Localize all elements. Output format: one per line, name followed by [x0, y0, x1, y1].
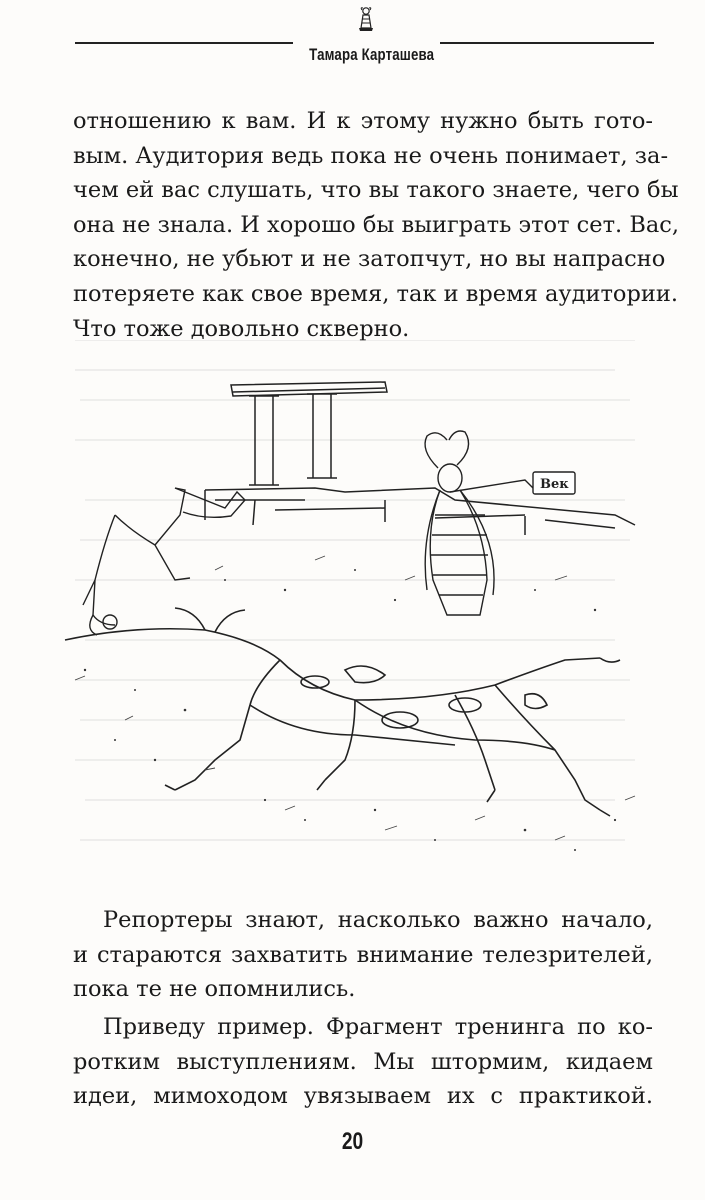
- page-number: 20: [341, 1128, 364, 1155]
- header-rule-left: [75, 42, 293, 44]
- text-line: потеряете как свое время, так и время аудитории.: [73, 280, 678, 307]
- text-line: идеи, мимоходом увязываем их с практикой.: [73, 1083, 653, 1110]
- minoan-bull-leaping-illustration: [55, 340, 655, 900]
- paragraph-example: [73, 1010, 653, 1114]
- text-line: чем ей вас слушать, что вы такого знаете, чего бы: [73, 177, 679, 204]
- running-header: [0, 0, 705, 80]
- text-line: отношению к вам. И к этому нужно быть гото-: [73, 108, 653, 134]
- running-header-author: Тамара Карташева: [309, 45, 435, 64]
- text-line: конечно, не убьют и не затопчут, но вы напрасно: [73, 246, 666, 273]
- illustration-sign-text: Век: [540, 477, 569, 492]
- text-line: Приведу пример. Фрагмент тренинга по ко-: [103, 1014, 653, 1040]
- paragraph-reporters: [73, 903, 653, 1007]
- paragraph-continuation: [73, 104, 680, 346]
- text-line: ротким выступлениям. Мы штормим, кидаем: [73, 1048, 653, 1075]
- text-line: Что тоже довольно скверно.: [73, 315, 410, 342]
- text-line: вым. Аудитория ведь пока не очень понимает, за-: [73, 142, 669, 169]
- header-rule-right: [440, 42, 654, 44]
- text-line: и стараются захватить внимание телезрителей,: [73, 941, 653, 968]
- text-line: она не знала. И хорошо бы выиграть этот сет. Вас,: [73, 211, 680, 238]
- text-line: Репортеры знают, насколько важно начало,: [103, 907, 653, 933]
- text-line: пока те не опомнились.: [73, 976, 356, 1003]
- figure-ornament-icon: [356, 6, 376, 34]
